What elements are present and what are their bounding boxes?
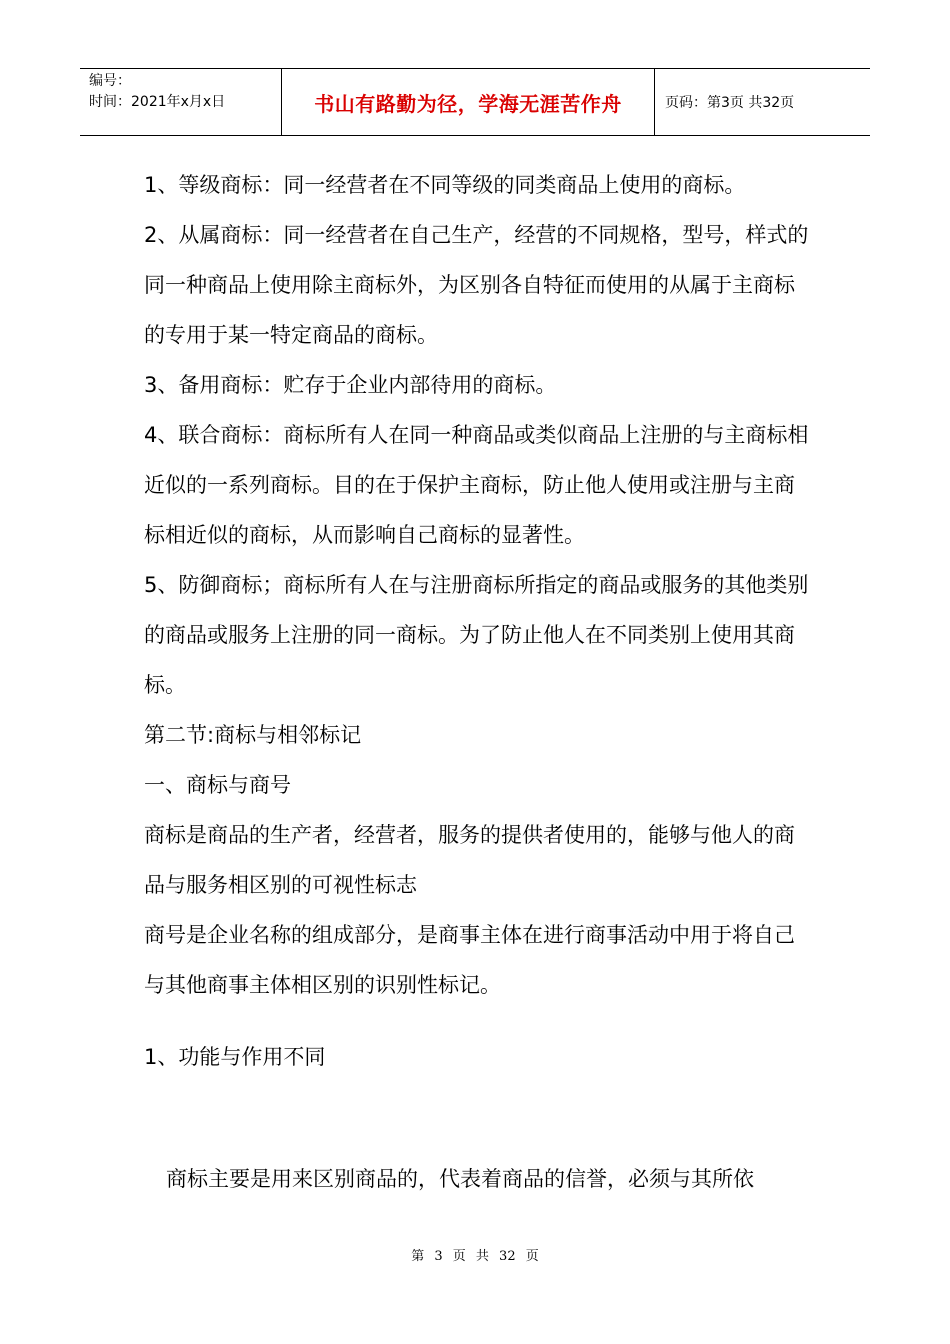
- page-footer: [0, 1245, 950, 1264]
- header-meta-cell: [80, 69, 282, 135]
- paragraph-grade-trademark: 1、等级商标：同一经营者在不同等级的同类商品上使用的商标。: [144, 173, 746, 197]
- paragraph-trade-name-definition: 商号是企业名称的组成部分，是商事主体在进行商事活动中用于将自己与其他商事主体相区别的识别性标记。: [144, 923, 795, 997]
- document-header: [80, 68, 870, 136]
- subsection-heading: 一、商标与商号: [144, 773, 291, 797]
- paragraph-trademark-definition: 商标是商品的生产者，经营者，服务的提供者使用的，能够与他人的商品与服务相区别的可视性标志: [144, 823, 795, 897]
- header-page-cell: [655, 69, 870, 135]
- paragraph-defensive-trademark: 5、防御商标；商标所有人在与注册商标所指定的商品或服务的其他类别的商品或服务上注册的同一商标。为了防止他人在不同类别上使用其商标。: [144, 573, 809, 697]
- page-info: 页码：第3页 共32页: [665, 95, 795, 111]
- section-heading: 第二节:商标与相邻标记: [144, 723, 362, 747]
- subheading-function-difference: 1、功能与作用不同: [144, 1045, 326, 1069]
- number-label: 编号：: [89, 73, 131, 89]
- document-body: [144, 160, 812, 1204]
- paragraph-subsidiary-trademark: 2、从属商标：同一经营者在自己生产，经营的不同规格，型号，样式的同一种商品上使用除主商标外，为区别各自特征而使用的从属于主商标的专用于某一特定商品的商标。: [144, 223, 809, 347]
- motto-text: 书山有路勤为径，学海无涯苦作舟: [314, 91, 622, 116]
- paragraph-reserve-trademark: 3、备用商标：贮存于企业内部待用的商标。: [144, 373, 557, 397]
- footer-page-number: 第 3 页 共 32 页: [411, 1249, 539, 1264]
- paragraph-trademark-function: 商标主要是用来区别商品的，代表着商品的信誉，必须与其所依: [166, 1167, 754, 1191]
- paragraph-associated-trademark: 4、联合商标：商标所有人在同一种商品或类似商品上注册的与主商标相近似的一系列商标。目的在于保护主商标，防止他人使用或注册与主商标相近似的商标，从而影响自己商标的显著性。: [144, 423, 809, 547]
- time-label: 时间：2021年x月x日: [89, 94, 226, 110]
- header-motto-cell: [282, 69, 655, 135]
